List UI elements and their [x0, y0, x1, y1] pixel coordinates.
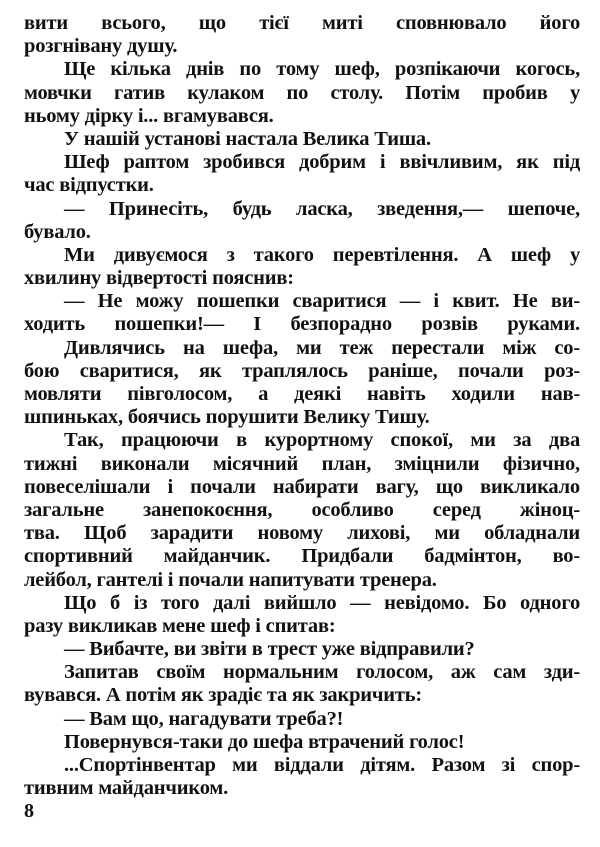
- text-line: — Вибачте, ви звіти в трест уже відправили?: [64, 638, 475, 661]
- text-line: мовляти півголосом, а деякі навіть ходили нав-: [24, 383, 580, 405]
- page-number: 8: [24, 800, 34, 822]
- text-line: Ще кілька днів по тому шеф, розпікаючи когось,: [64, 58, 580, 81]
- text-line: тивним майданчиком.: [24, 777, 229, 800]
- text-line: Так, працюючи в курортному спокої, ми за два: [64, 429, 580, 452]
- text-line: У нашій установі настала Велика Тиша.: [64, 127, 431, 150]
- text-line: бувало.: [24, 220, 91, 243]
- text-line: бою сваритися, як траплялось раніше, почали роз-: [24, 359, 580, 382]
- text-line: час відпустки.: [24, 174, 154, 197]
- text-line: тва. Щоб зарадити новому лихові, ми обладнали: [24, 522, 580, 545]
- text-line: шпиньках, боячись порушити Велику Тишу.: [24, 406, 430, 429]
- text-line: лейбол, гантелі і почали напитувати тренера.: [24, 568, 437, 591]
- text-line: ходить пошепки!— І безпорадно розвів руками.: [24, 313, 580, 336]
- text-line: загальне занепокоєння, особливо серед жіноц-: [24, 498, 580, 521]
- text-line: — Вам що, нагадувати треба?!: [64, 707, 344, 730]
- text-line: вувався. А потім як зрадіє та як закричить:: [24, 684, 422, 707]
- text-line: Повернувся-таки до шефа втрачений голос!: [64, 730, 465, 753]
- text-line: тижні виконали місячний план, зміцнили фізично,: [24, 452, 580, 475]
- text-line: разу викликав мене шеф і спитав:: [24, 614, 336, 637]
- text-line: вити всього, що тієї миті сповнювало його: [24, 12, 580, 34]
- text-line: Запитав своїм нормальним голосом, аж сам зди-: [64, 661, 580, 684]
- text-line: Дивлячись на шефа, ми теж перестали між со-: [64, 336, 580, 359]
- text-line: мовчки гатив кулаком по столу. Потім пробив у: [24, 81, 580, 104]
- text-line: — Не можу пошепки сваритися — і квит. Не ви-: [64, 290, 580, 313]
- text-line: спортивний майданчик. Придбали бадмінтон, во-: [24, 545, 580, 568]
- text-line: хвилину відвертості пояснив:: [24, 267, 294, 290]
- text-line: ...Спортінвентар ми віддали дітям. Разом зі спор-: [64, 754, 580, 776]
- text-line: повеселішали і почали набирати вагу, що викликало: [24, 475, 580, 498]
- text-line: Що б із того далі вийшло — невідомо. Бо одного: [64, 591, 580, 614]
- page-text: [24, 12, 580, 800]
- text-line: Шеф раптом зробився добрим і ввічливим, як під: [64, 151, 580, 174]
- text-line: — Принесіть, будь ласка, зведення,— шепоче,: [64, 197, 580, 220]
- text-line: ньому дірку і... вгамувався.: [24, 104, 274, 127]
- text-line: розгнівану душу.: [24, 35, 178, 58]
- text-line: Ми дивуємося з такого перевтілення. А шеф у: [64, 243, 580, 266]
